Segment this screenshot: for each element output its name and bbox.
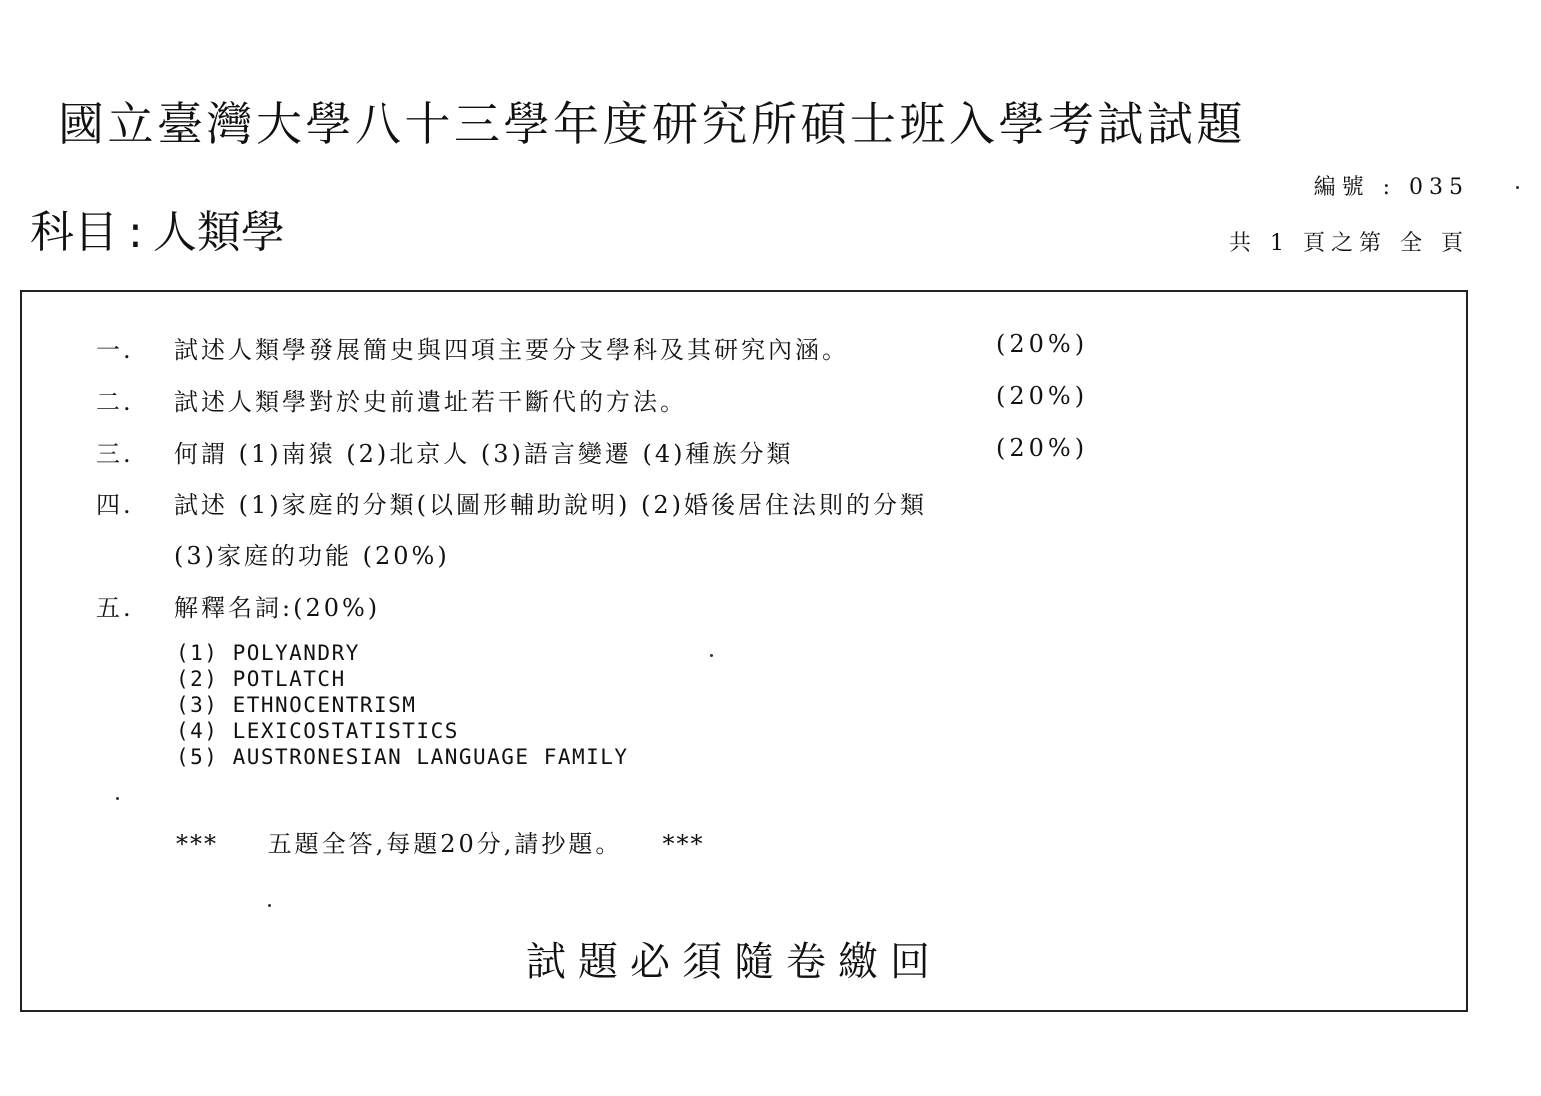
question-number: 五. <box>96 594 134 622</box>
term-item: (4) LEXICOSTATISTICS <box>176 719 459 743</box>
page-title: 國立臺灣大學八十三學年度研究所碩士班入學考試試題 <box>58 97 1246 151</box>
question-number: 二. <box>96 388 134 416</box>
question-text: 何謂 (1)南猿 (2)北京人 (3)語言變遷 (4)種族分類 <box>174 440 794 468</box>
exam-code-colon: : <box>1382 175 1409 200</box>
term-item: (5) AUSTRONESIAN LANGUAGE FAMILY <box>176 745 629 769</box>
question-score: (20%) <box>996 434 1089 462</box>
term-item: (2) POTLATCH <box>176 667 346 691</box>
footer-notice: 試題必須隨卷繳回 <box>526 939 942 985</box>
question-5 <box>96 588 380 623</box>
term-list <box>176 640 629 770</box>
question-4-continuation: (3)家庭的功能 (20%) <box>174 542 450 570</box>
exam-content-box <box>20 290 1468 1012</box>
question-number: 三. <box>96 440 134 468</box>
question-text: 解釋名詞:(20%) <box>174 594 381 622</box>
question-score: (20%) <box>996 330 1089 358</box>
exam-code-label: 編號 <box>1313 175 1370 200</box>
question-score: (20%) <box>996 382 1089 410</box>
question-number: 一. <box>96 336 134 364</box>
question-text: 試述人類學發展簡史與四項主要分支學科及其研究內涵。 <box>174 336 849 364</box>
page-count: 共 1 頁之第 全 頁 <box>1229 231 1469 256</box>
scan-speck <box>1516 186 1519 189</box>
subject-line <box>30 196 285 260</box>
scan-speck <box>116 797 119 800</box>
question-1 <box>96 330 1089 365</box>
notice-stars-right: *** <box>662 830 705 858</box>
scan-speck <box>710 654 713 657</box>
notice-stars-left: *** <box>176 830 228 858</box>
question-text: 試述人類學對於史前遺址若干斷代的方法。 <box>174 388 687 416</box>
subject-colon: : <box>128 207 143 258</box>
term-item: (1) POLYANDRY <box>176 641 360 665</box>
scan-speck <box>268 904 271 907</box>
exam-code <box>1314 170 1469 201</box>
question-4 <box>96 485 927 520</box>
subject-value: 人類學 <box>152 207 285 258</box>
exam-code-value: 035 <box>1409 175 1469 200</box>
question-number: 四. <box>96 491 134 519</box>
instruction-notice <box>176 824 704 859</box>
notice-text: 五題全答,每題20分,請抄題。 <box>267 830 623 858</box>
subject-label: 科目 <box>30 207 118 258</box>
term-item: (3) ETHNOCENTRISM <box>176 693 417 717</box>
question-2 <box>96 382 1089 417</box>
question-3 <box>96 434 1089 469</box>
question-text: 試述 (1)家庭的分類(以圖形輔助說明) (2)婚後居住法則的分類 <box>174 491 927 519</box>
